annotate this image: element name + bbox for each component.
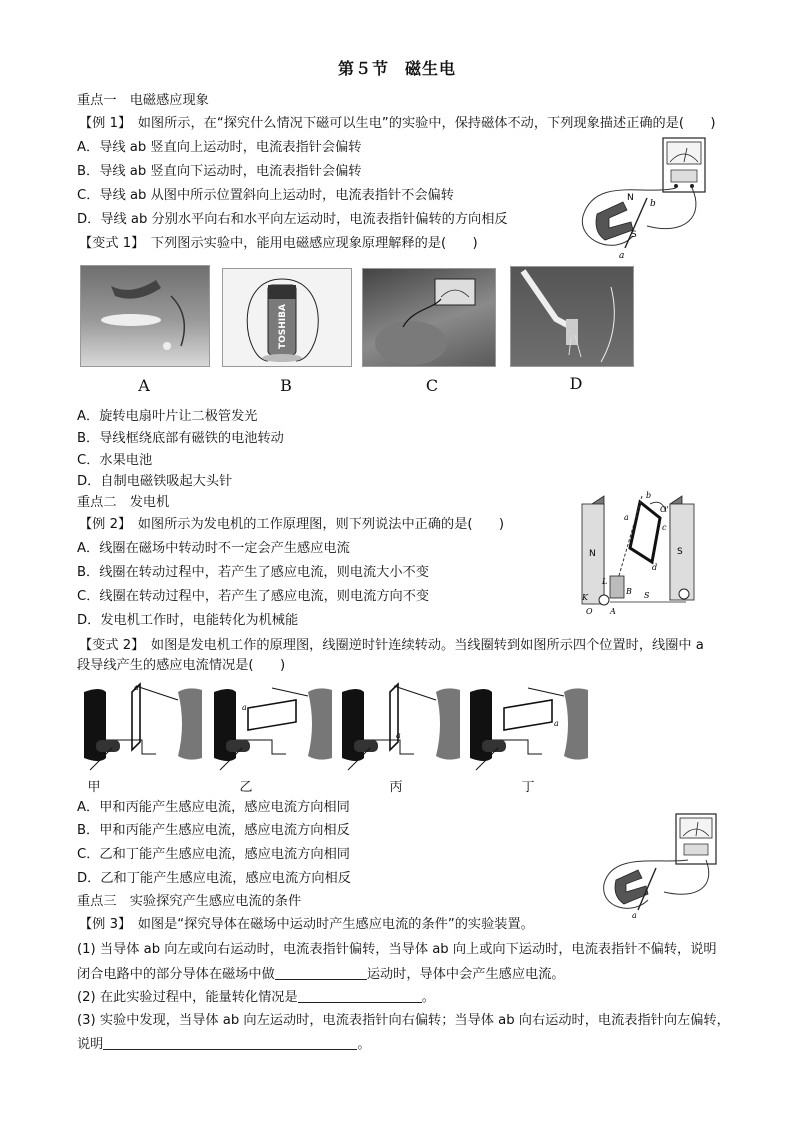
variant-2-option-a[interactable]: A．甲和丙能产生感应电流，感应电流方向相同 <box>77 800 350 815</box>
battery-brand-text: TOSHIBA <box>278 304 288 349</box>
fig2-label-a-brush: A <box>610 607 616 616</box>
fig2-label-c: c <box>662 523 667 532</box>
heading-key-point-3: 重点三 实验探究产生感应电流的条件 <box>77 894 302 909</box>
part-2-answer-blank[interactable] <box>298 988 422 1003</box>
example-1-question: 【例 1】 如图所示，在“探究什么情况下磁可以生电”的实验中，保持磁体不动，下列现象描述正确的是( ) <box>79 116 716 131</box>
fig2-label-b: b <box>646 491 652 500</box>
generator-position-jia <box>82 680 207 775</box>
example-2-option-a[interactable]: A．线圈在磁场中转动时不一定会产生感应电流 <box>77 541 350 556</box>
section-name: 磁生电 <box>405 59 457 78</box>
example-2-generator-figure <box>580 490 700 620</box>
heading-key-point-2: 重点二 发电机 <box>77 495 170 510</box>
part-1-text-after-blank: 运动时，导体中会产生感应电流。 <box>366 967 565 982</box>
part-1-text-before-blank: 闭合电路中的部分导体在磁场中做 <box>77 967 275 982</box>
caption-yi: 乙 <box>239 780 253 795</box>
fig2-label-a: a <box>624 513 629 522</box>
part-3-text-before-blank: 说明 <box>77 1037 104 1052</box>
example-1-option-c[interactable]: C．导线 ab 从图中所示位置斜向上运动时，电流表指针不会偏转 <box>77 188 454 203</box>
generator-position-yi <box>212 680 337 775</box>
photo-caption-c: C <box>425 376 439 395</box>
heading-key-point-1: 重点一 电磁感应现象 <box>77 93 209 108</box>
fig2-label-n: N <box>589 549 596 559</box>
example-1-option-b[interactable]: B．导线 ab 竖直向下运动时，电流表指针会偏转 <box>77 164 362 179</box>
fig2-label-s: S <box>677 547 683 557</box>
example-3-part-1-line-1: (1) 当导体 ab 向左或向右运动时，电流表指针偏转，当导体 ab 向上或向下运动时，电流表指针不偏转，说明 <box>77 942 717 957</box>
photo-caption-d: D <box>569 374 583 393</box>
variant-2-option-c[interactable]: C．乙和丁能产生感应电流，感应电流方向相同 <box>77 847 350 862</box>
jia-label-a: a <box>134 683 139 692</box>
caption-ding: 丁 <box>521 780 535 795</box>
fig1-label-a: a <box>619 251 625 261</box>
example-2-question: 【例 2】 如图所示为发电机的工作原理图，则下列说法中正确的是( ) <box>79 517 505 532</box>
variant-1-question: 【变式 1】 下列图示实验中，能用电磁感应现象原理解释的是( ) <box>79 236 478 251</box>
example-3-part-2 <box>77 988 435 1007</box>
photo-caption-a: A <box>138 376 150 395</box>
fig2-label-b-brush: B <box>626 587 632 596</box>
part-1-answer-blank[interactable] <box>275 965 367 980</box>
fig2-label-k: K <box>582 593 588 602</box>
example-1-apparatus-figure <box>575 136 725 264</box>
part-2-text-before-blank: (2) 在此实验过程中，能量转化情况是 <box>77 990 298 1005</box>
variant-1-option-c[interactable]: C．水果电池 <box>77 453 153 468</box>
fig1-label-s: S <box>631 230 637 240</box>
fig3-label-a: a <box>632 911 637 920</box>
example-1-option-a[interactable]: A．导线 ab 竖直向上运动时，电流表指针会偏转 <box>77 140 362 155</box>
section-number: 第５节 <box>337 59 389 78</box>
variant-2-option-b[interactable]: B．甲和丙能产生感应电流，感应电流方向相反 <box>77 823 350 838</box>
caption-jia: 甲 <box>87 780 101 795</box>
example-3-part-3-line-2 <box>77 1035 371 1054</box>
variant-2-question-line-1: 【变式 2】 如图是发电机工作的原理图，线圈逆时针连续转动。当线圈转到如图所示四个位置时，线圈中 a <box>79 638 704 653</box>
example-1-option-d[interactable]: D．导线 ab 分别水平向右和水平向左运动时，电流表指针偏转的方向相反 <box>77 212 508 227</box>
fig1-label-b: b <box>650 199 656 209</box>
bing-label-a: a <box>396 731 401 740</box>
fig2-label-o-prime: O' <box>660 505 669 514</box>
example-3-part-3-line-1: (3) 实验中发现，当导体 ab 向左运动时，电流表指针向右偏转；当导体 ab 向右运动时，电流表指针向左偏转， <box>77 1013 730 1028</box>
generator-position-ding <box>468 680 593 775</box>
photo-d-electromagnet <box>510 266 634 367</box>
variant-1-option-a[interactable]: A．旋转电扇叶片让二极管发光 <box>77 409 258 424</box>
example-3-apparatus-figure <box>598 812 724 920</box>
variant-2-question-line-2: 段导线产生的感应电流情况是( ) <box>77 658 286 673</box>
page-title <box>0 60 794 78</box>
ding-label-a: a <box>554 719 559 728</box>
example-2-option-d[interactable]: D．发电机工作时，电能转化为机械能 <box>77 613 299 628</box>
example-3-part-1-line-2 <box>77 965 565 984</box>
caption-bing: 丙 <box>389 780 403 795</box>
fig1-label-n: N <box>627 193 634 203</box>
photo-caption-b: B <box>280 376 292 395</box>
photo-b-battery-wire <box>222 268 352 367</box>
part-2-text-after-blank: 。 <box>421 990 435 1005</box>
example-2-option-b[interactable]: B．线圈在转动过程中，若产生了感应电流，则电流大小不变 <box>77 565 429 580</box>
part-3-text-after-blank: 。 <box>357 1037 371 1052</box>
fig2-label-d: d <box>652 563 658 572</box>
photo-c-fruit-battery <box>362 268 496 367</box>
fig2-label-s-switch: S <box>644 591 650 600</box>
part-3-answer-blank[interactable] <box>103 1035 357 1050</box>
yi-label-a: a <box>242 703 247 712</box>
example-3-question: 【例 3】 如图是“探究导体在磁场中运动时产生感应电流的条件”的实验装置。 <box>79 917 534 932</box>
photo-a-fan-diode <box>80 265 210 367</box>
variant-2-option-d[interactable]: D．乙和丁能产生感应电流，感应电流方向相反 <box>77 871 351 886</box>
fig2-label-o: O <box>586 607 593 616</box>
variant-1-option-d[interactable]: D．自制电磁铁吸起大头针 <box>77 474 233 489</box>
generator-position-bing <box>340 680 465 775</box>
fig2-label-l: L <box>602 577 608 586</box>
variant-1-option-b[interactable]: B．导线框绕底部有磁铁的电池转动 <box>77 431 284 446</box>
example-2-option-c[interactable]: C．线圈在转动过程中，若产生了感应电流，则电流方向不变 <box>77 589 430 604</box>
